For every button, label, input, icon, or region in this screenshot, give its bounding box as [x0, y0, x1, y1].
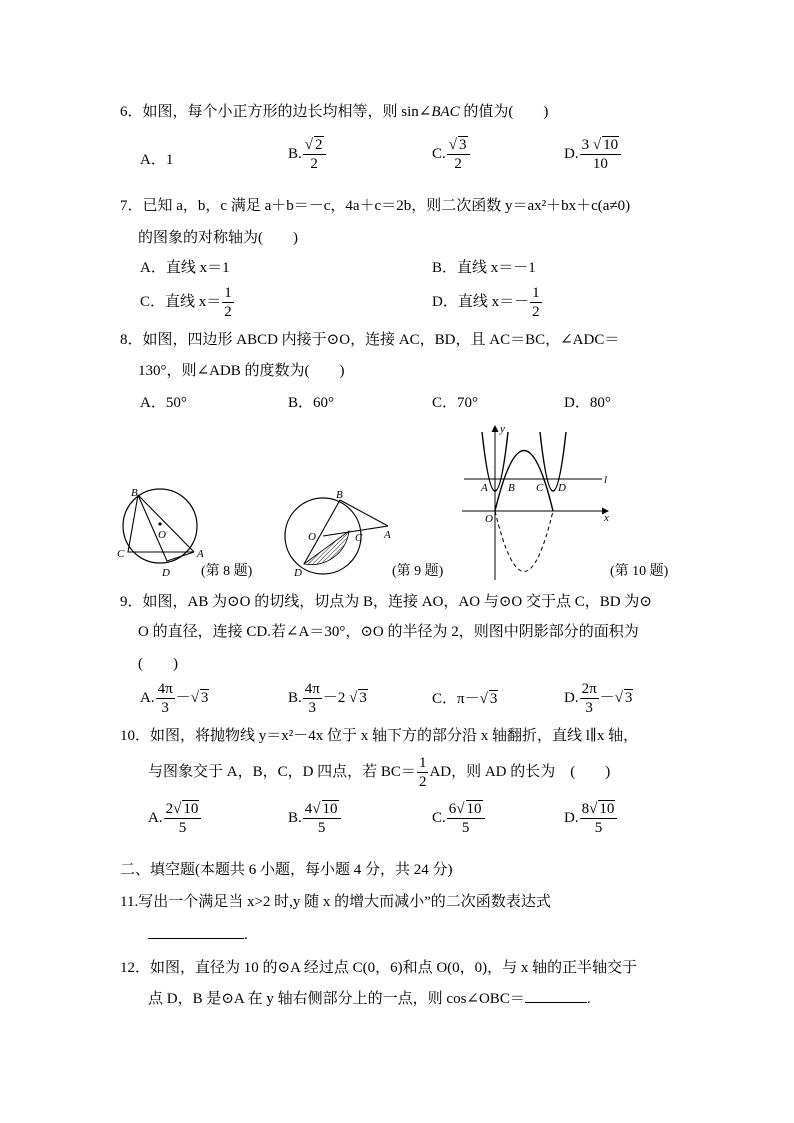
q7-line1: 7．已知 a，b，c 满足 a＋b＝－c，4a＋c＝2b，则二次函数 y＝ax²＋bx＋c(a≠0)	[120, 198, 631, 214]
q11-answer-line[interactable]: .	[148, 924, 248, 945]
q11-line1: 11.写出一个满足当 x>2 时,y 随 x 的增大而减小”的二次函数表达式	[120, 894, 551, 910]
q6-option-d[interactable]: D. $\frac{3 √ 10}{10}$	[564, 136, 622, 173]
figure-q10	[458, 420, 618, 582]
fig8-label-b: B	[131, 487, 138, 499]
q6-stem: 6．如图，每个小正方形的边长均相等，则 sin∠BAC 的值为( )	[120, 104, 549, 120]
q8-option-a[interactable]: A．50°	[140, 395, 187, 411]
fig9-tangent-ab	[340, 500, 388, 526]
fig9-label-a: A	[384, 529, 391, 541]
q10-option-d[interactable]: D. $\frac{8√ 10}{5}$	[564, 800, 618, 837]
fig8-label-c: C	[117, 548, 125, 560]
fig9-label-o: O	[308, 531, 316, 543]
fig10-label-o: O	[485, 513, 493, 525]
fig10-label-c: C	[536, 482, 544, 494]
q6-option-b[interactable]: B. $\frac{√ 2}{2}$	[288, 136, 327, 173]
fig8-label-o: O	[158, 529, 166, 541]
q9-option-b[interactable]: B. $\frac{4\pi}{3}$ －2 √ 3	[288, 681, 367, 716]
q9-option-a[interactable]: A. $\frac{4\pi}{3}$ －√ 3	[140, 681, 209, 716]
q12-answer-blank[interactable]	[525, 988, 587, 1003]
fig10-label-a: A	[481, 482, 488, 494]
fig10-label-y: y	[500, 423, 505, 435]
q10-option-a[interactable]: A. $\frac{2√ 10}{5}$	[148, 800, 202, 837]
q10-line1: 10．如图，将抛物线 y＝x²－4x 位于 x 轴下方的部分沿 x 轴翻折，直线 l∥x 轴，	[120, 728, 639, 744]
q12-line1: 12．如图，直径为 10 的⊙A 经过点 C(0，6)和点 O(0，0)，与 x 轴的正半轴交于	[120, 960, 638, 976]
q12-line2: 点 D，B 是⊙A 在 y 轴右侧部分上的一点，则 cos∠OBC＝ .	[148, 988, 591, 1009]
fig9-label-c: C	[355, 532, 363, 544]
q9-line1: 9．如图，AB 为⊙O 的切线，切点为 B，连接 AO，AO 与⊙O 交于点 C，BD 为⊙	[120, 594, 652, 610]
q7-option-b[interactable]: B．直线 x＝－1	[432, 260, 536, 276]
fig10-original-dashed	[495, 511, 553, 572]
figure-q8	[112, 480, 212, 580]
q9-option-d[interactable]: D. $\frac{2\pi}{3}$ －√ 3	[564, 681, 633, 716]
fig8-quadrilateral	[128, 495, 194, 561]
fig9-label-b: B	[336, 489, 343, 501]
q6-option-a[interactable]: A．1	[140, 152, 174, 168]
q8-option-c[interactable]: C．70°	[432, 395, 479, 411]
fig8-label-d: D	[162, 567, 170, 579]
q8-line2: 130°，则∠ADB 的度数为( )	[138, 363, 345, 379]
fig8-center-dot	[158, 522, 161, 525]
q7-option-d[interactable]: D．直线 x＝－ $\frac{1}{2}$	[432, 285, 540, 320]
q8-line1: 8．如图，四边形 ABCD 内接于⊙O，连接 AC，BD，且 AC＝BC，∠ADC＝	[120, 332, 620, 348]
fig8-label-a: A	[197, 548, 204, 560]
fig10-label-x: x	[604, 512, 609, 524]
q7-line2: 的图象的对称轴为( )	[138, 230, 298, 246]
q7-option-c[interactable]: C．直线 x＝ $\frac{1}{2}$	[140, 285, 232, 320]
q6-option-c[interactable]: C. $\frac{√ 3}{2}$	[432, 136, 471, 173]
q10-line2: 与图象交于 A，B，C，D 四点，若 BC＝ $\frac{1}{2}$ AD，则 AD 的长为 ( )	[148, 755, 611, 790]
q9-line3: ( )	[138, 656, 178, 672]
q10-option-b[interactable]: B. $\frac{4√ 10}{5}$	[288, 800, 342, 837]
q9-line2: O 的直径，连接 CD.若∠A＝30°，⊙O 的半径为 2，则图中阴影部分的面积为	[138, 624, 639, 640]
figure-q9	[280, 486, 400, 580]
fig10-reflected-arch	[495, 451, 553, 512]
fig8-caption: (第 8 题)	[201, 564, 253, 579]
fig9-caption: (第 9 题)	[392, 564, 444, 579]
fig10-label-d: D	[558, 482, 566, 494]
q11-answer-blank[interactable]	[148, 924, 244, 939]
section2-heading: 二、填空题(本题共 6 小题，每小题 4 分，共 24 分)	[120, 862, 453, 878]
fig10-label-l: l	[604, 474, 608, 486]
fig10-caption: (第 10 题)	[610, 564, 669, 579]
q9-option-c[interactable]: C．π－√ 3	[432, 691, 498, 707]
fig10-label-b: B	[508, 482, 515, 494]
q7-option-a[interactable]: A．直线 x＝1	[140, 260, 230, 276]
q10-option-c[interactable]: C. $\frac{6√ 10}{5}$	[432, 800, 486, 837]
fig9-label-d: D	[294, 567, 302, 579]
q8-option-b[interactable]: B．60°	[288, 395, 335, 411]
q8-option-d[interactable]: D．80°	[564, 395, 611, 411]
